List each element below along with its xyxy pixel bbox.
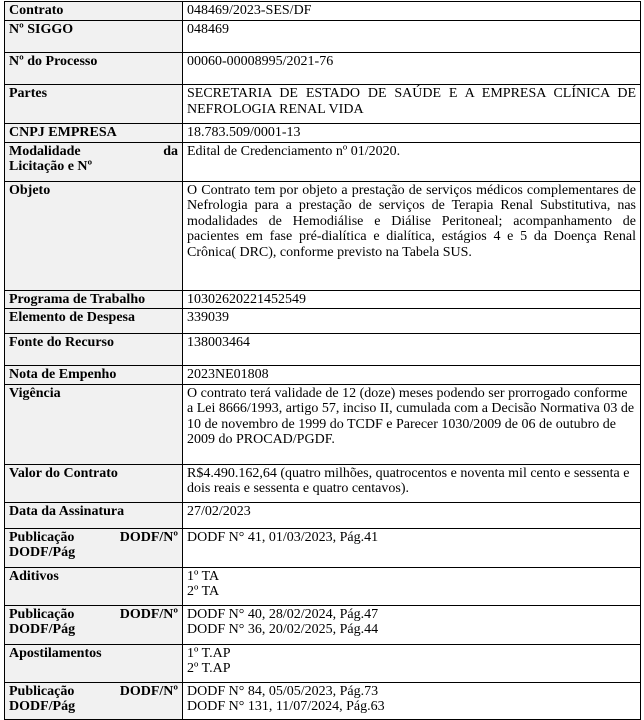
row-publicacao-2 <box>5 605 641 644</box>
label-fonte: Fonte do Recurso <box>5 334 183 366</box>
label-processo: Nº do Processo <box>5 53 183 85</box>
label-publicacao-2 <box>5 605 183 644</box>
value-publicacao-1: DODF N° 41, 01/03/2023, Pág.41 <box>183 528 641 567</box>
label-publicacao-1 <box>5 528 183 567</box>
value-publicacao-2 <box>183 605 641 644</box>
label-modalidade <box>5 142 183 181</box>
row-apostilamentos <box>5 644 641 682</box>
label-vigencia: Vigência <box>5 384 183 464</box>
value-siggo: 048469 <box>183 21 641 53</box>
aditivo-item: 1º TA <box>187 568 220 584</box>
value-objeto: O Contrato tem por objeto a prestação de serviços médicos complementares de Nefrologia para a prestação de serviços de Terapia Renal Substitutiva, nas modalidades de Hemodiálise e Diálise Peritoneal; acompanhamento de pacientes em fase pré-dialítica e dialítica, estágios 4 e 5 da Doença Renal Crônica( DRC), conforme previsto na Tabela SUS. <box>183 181 641 290</box>
value-contrato: 048469/2023-SES/DF <box>183 2 641 21</box>
label-valor: Valor do Contrato <box>5 464 183 502</box>
value-fonte: 138003464 <box>183 334 641 366</box>
label-programa: Programa de Trabalho <box>5 290 183 309</box>
label-modalidade-line1: Modalidade da <box>9 143 178 159</box>
value-partes: SECRETARIA DE ESTADO DE SAÚDE E A EMPRESA CLÍNICA DE NEFROLOGIA RENAL VIDA <box>183 85 641 124</box>
publicacao-item: DODF N° 40, 28/02/2024, Pág.47 <box>187 606 379 622</box>
row-partes <box>5 85 641 124</box>
label-elemento: Elemento de Despesa <box>5 309 183 334</box>
value-programa: 10302620221452549 <box>183 290 641 309</box>
label-partes: Partes <box>5 85 183 124</box>
aditivo-item: 2º TA <box>187 584 220 599</box>
row-processo <box>5 53 641 85</box>
label-publicacao-3-line1: Publicação DODF/Nº <box>9 683 178 699</box>
label-apostilamentos: Apostilamentos <box>5 644 183 682</box>
label-publicacao-1-line2: DODF/Pág <box>9 545 76 560</box>
contract-summary-table <box>4 1 641 720</box>
apostilamento-item: 2º T.AP <box>187 661 231 676</box>
row-fonte <box>5 334 641 366</box>
value-cnpj: 18.783.509/0001-13 <box>183 124 641 143</box>
value-modalidade: Edital de Credenciamento nº 01/2020. <box>183 142 641 181</box>
label-empenho: Nota de Empenho <box>5 366 183 385</box>
value-valor: R$4.490.162,64 (quatro milhões, quatrocentos e noventa mil cento e sessenta e dois reais e sessenta e quatro centavos). <box>183 464 641 502</box>
publicacao-item: DODF N° 131, 11/07/2024, Pág.63 <box>187 699 385 714</box>
publicacao-item: DODF N° 84, 05/05/2023, Pág.73 <box>187 683 379 699</box>
value-vigencia: O contrato terá validade de 12 (doze) meses podendo ser prorrogado conforme a Lei 8666/1993, artigo 57, inciso II, cumulada com a Decisão Normativa 03 de 10 de novembro de 1999 do TCDF e Parecer 1030/2009 de 06 de outubro de 2009 do PROCAD/PGDF. <box>183 384 641 464</box>
row-contrato <box>5 2 641 21</box>
value-publicacao-3 <box>183 682 641 719</box>
row-vigencia <box>5 384 641 464</box>
label-assinatura: Data da Assinatura <box>5 502 183 528</box>
value-aditivos <box>183 567 641 605</box>
label-objeto: Objeto <box>5 181 183 290</box>
label-publicacao-3-line2: DODF/Pág <box>9 699 76 714</box>
label-publicacao-1-line1: Publicação DODF/Nº <box>9 529 178 545</box>
label-aditivos: Aditivos <box>5 567 183 605</box>
publicacao-item: DODF N° 36, 20/02/2025, Pág.44 <box>187 622 379 637</box>
row-elemento <box>5 309 641 334</box>
row-publicacao-3 <box>5 682 641 719</box>
label-publicacao-2-line1: Publicação DODF/Nº <box>9 606 178 622</box>
row-publicacao-1 <box>5 528 641 567</box>
apostilamento-item: 1º T.AP <box>187 645 231 661</box>
value-assinatura: 27/02/2023 <box>183 502 641 528</box>
label-modalidade-line2: Licitação e Nº <box>9 159 93 174</box>
value-empenho: 2023NE01808 <box>183 366 641 385</box>
label-publicacao-3 <box>5 682 183 719</box>
row-valor <box>5 464 641 502</box>
value-apostilamentos <box>183 644 641 682</box>
label-publicacao-2-line2: DODF/Pág <box>9 622 76 637</box>
row-programa <box>5 290 641 309</box>
label-contrato: Contrato <box>5 2 183 21</box>
value-processo: 00060-00008995/2021-76 <box>183 53 641 85</box>
row-assinatura <box>5 502 641 528</box>
row-modalidade <box>5 142 641 181</box>
row-objeto <box>5 181 641 290</box>
row-cnpj <box>5 124 641 143</box>
label-cnpj: CNPJ EMPRESA <box>5 124 183 143</box>
value-elemento: 339039 <box>183 309 641 334</box>
row-empenho <box>5 366 641 385</box>
row-siggo <box>5 21 641 53</box>
row-aditivos <box>5 567 641 605</box>
label-siggo: Nº SIGGO <box>5 21 183 53</box>
